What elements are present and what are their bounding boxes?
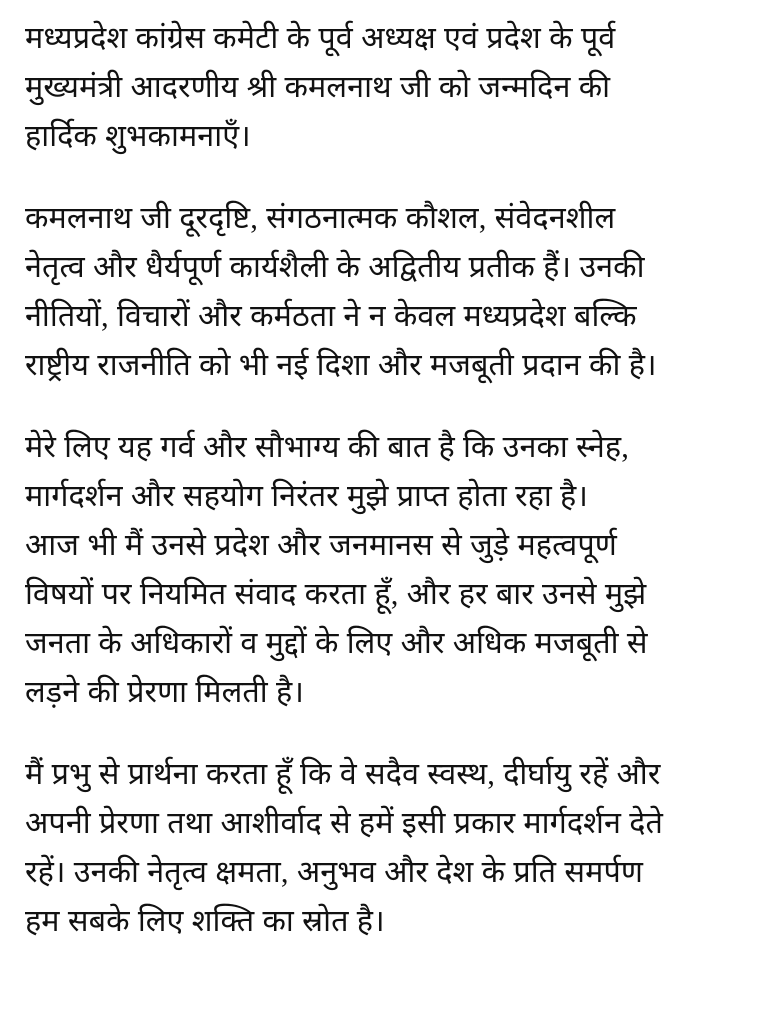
text-line: नीतियों, विचारों और कर्मठता ने न केवल मध्यप्रदेश बल्कि <box>25 299 637 333</box>
text-line: हम सबके लिए शक्ति का स्रोत है। <box>25 904 385 938</box>
text-line: आज भी मैं उनसे प्रदेश और जनमानस से जुड़े महत्वपूर्ण <box>25 528 617 562</box>
text-line: विषयों पर नियमित संवाद करता हूँ, और हर बार उनसे मुझे <box>25 577 647 611</box>
greeting-paragraph <box>25 14 725 161</box>
text-line: नेतृत्व और धैर्यपूर्ण कार्यशैली के अद्वितीय प्रतीक हैं। उनकी <box>25 250 645 284</box>
message-text-body <box>25 14 725 946</box>
text-line: मैं प्रभु से प्रार्थना करता हूँ कि वे सदैव स्वस्थ, दीर्घायु रहें और <box>25 757 661 791</box>
text-line: लड़ने की प्रेरणा मिलती है। <box>25 675 304 709</box>
text-line: कमलनाथ जी दूरदृष्टि, संगठनात्मक कौशल, संवेदनशील <box>25 201 616 235</box>
text-line: मध्यप्रदेश कांग्रेस कमेटी के पूर्व अध्यक्ष एवं प्रदेश के पूर्व <box>25 21 616 55</box>
text-line: मुख्यमंत्री आदरणीय श्री कमलनाथ जी को जन्मदिन की <box>25 70 611 104</box>
text-line: रहें। उनकी नेतृत्व क्षमता, अनुभव और देश के प्रति समर्पण <box>25 855 644 889</box>
text-line: मेरे लिए यह गर्व और सौभाग्य की बात है कि उनका स्नेह, <box>25 430 629 464</box>
tribute-paragraph <box>25 194 725 390</box>
text-line: जनता के अधिकारों व मुद्दों के लिए और अधिक मजबूती से <box>25 626 648 660</box>
prayer-paragraph <box>25 750 725 946</box>
text-line: मार्गदर्शन और सहयोग निरंतर मुझे प्राप्त होता रहा है। <box>25 479 589 513</box>
personal-gratitude-paragraph <box>25 423 725 717</box>
text-line: हार्दिक शुभकामनाएँ। <box>25 119 251 153</box>
text-line: राष्ट्रीय राजनीति को भी नई दिशा और मजबूती प्रदान की है। <box>25 348 657 382</box>
text-line: अपनी प्रेरणा तथा आशीर्वाद से हमें इसी प्रकार मार्गदर्शन देते <box>25 806 664 840</box>
